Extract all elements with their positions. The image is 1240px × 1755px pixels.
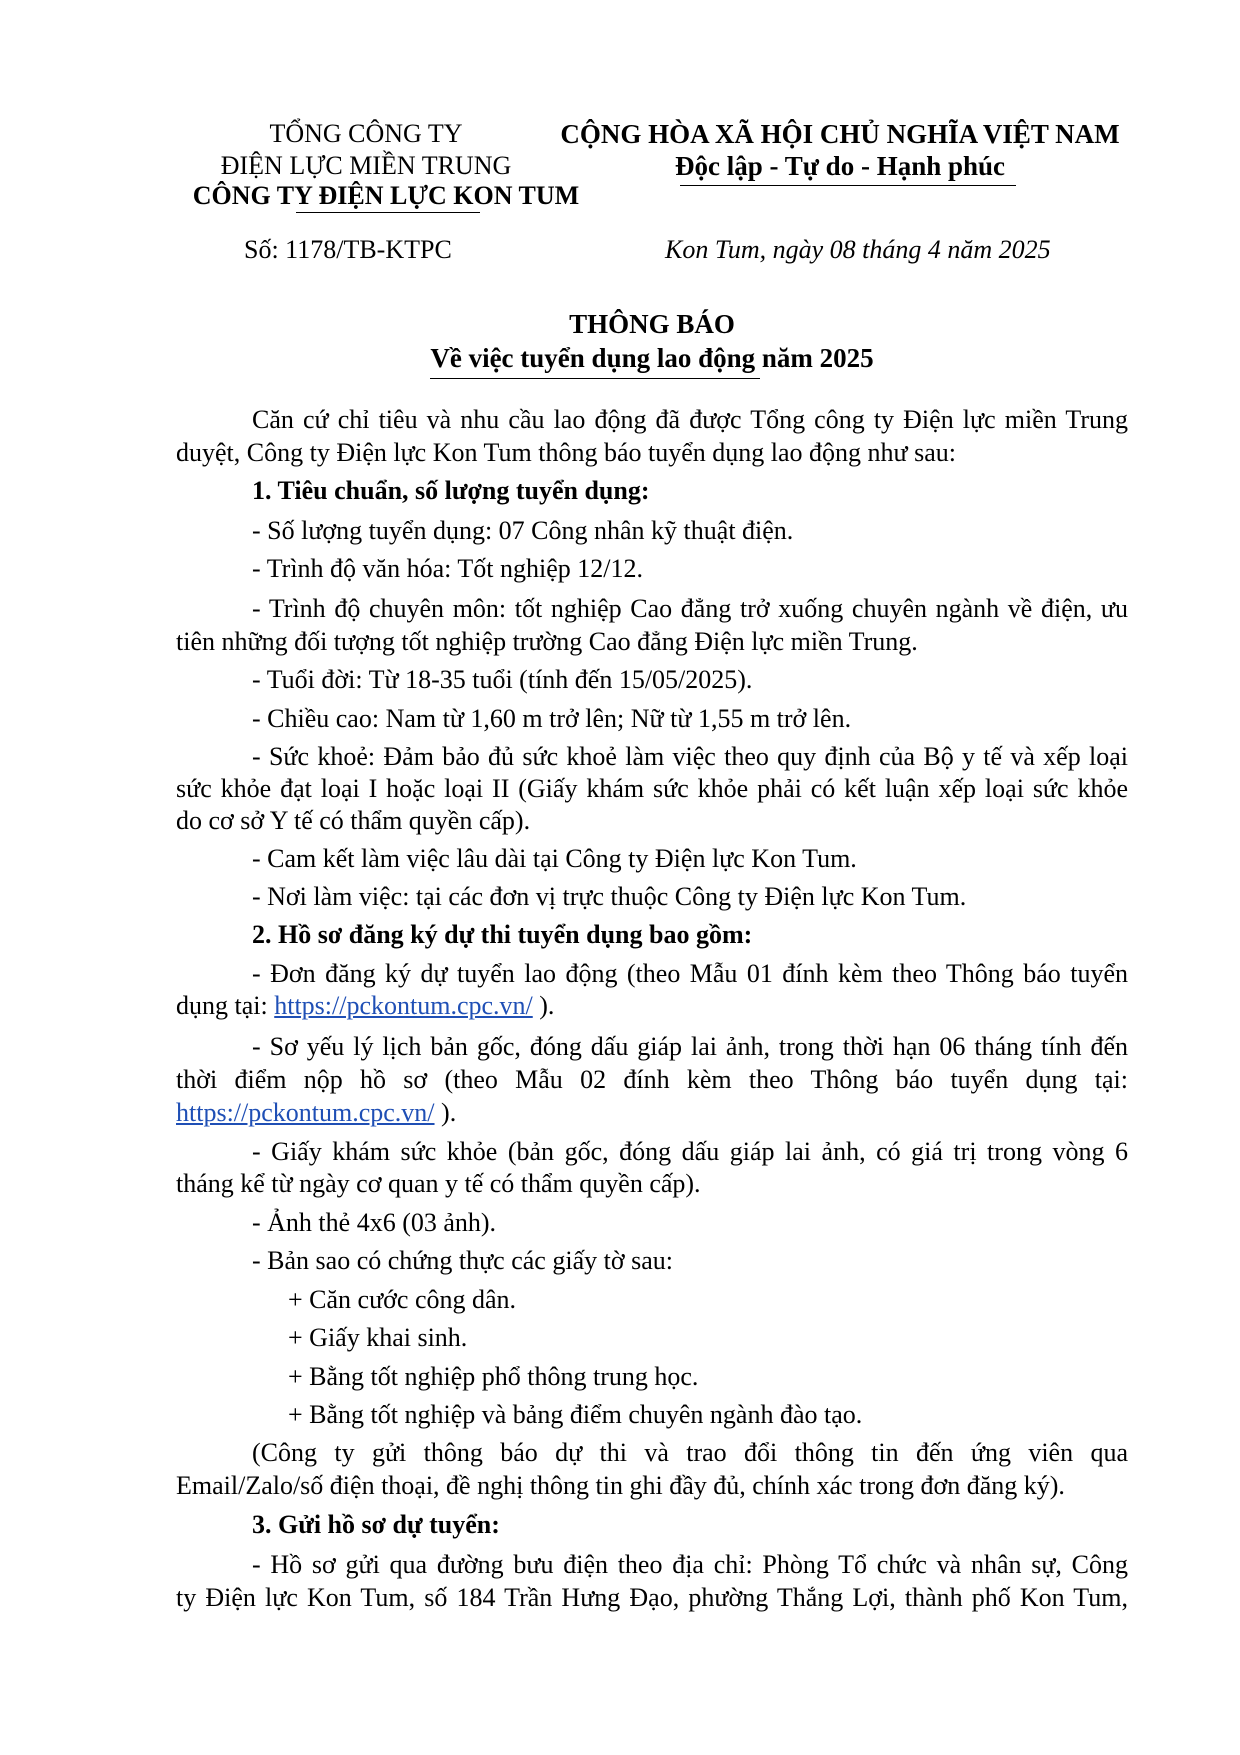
- s1-health-line-3: do cơ sở Y tế có thẩm quyền cấp).: [176, 806, 531, 835]
- s2-form-line-2: [176, 989, 1128, 1022]
- org-underline: [296, 212, 480, 213]
- s2-health-line-2: tháng kể từ ngày cơ quan y tế có thẩm quyền cấp).: [176, 1169, 701, 1198]
- s2-cv-suffix: ).: [434, 1098, 457, 1127]
- org-parent: TỔNG CÔNG TY: [269, 119, 463, 148]
- page-title: THÔNG BÁO: [569, 309, 735, 339]
- s1-major-line-1: - Trình độ chuyên môn: tốt nghiệp Cao đẳng trở xuống chuyên ngành về điện, ưu: [252, 594, 1128, 623]
- s1-height: - Chiều cao: Nam từ 1,60 m trở lên; Nữ từ 1,55 m trở lên.: [252, 704, 852, 733]
- s2-photo: - Ảnh thẻ 4x6 (03 ảnh).: [252, 1208, 497, 1237]
- s2-note-line-2: Email/Zalo/số điện thoại, đề nghị thông tin ghi đầy đủ, chính xác trong đơn đăng ký).: [176, 1471, 1065, 1500]
- s2-form-line-1: - Đơn đăng ký dự tuyển lao động (theo Mẫu 01 đính kèm theo Thông báo tuyển: [252, 959, 1128, 988]
- s1-health-line-1: - Sức khoẻ: Đảm bảo đủ sức khoẻ làm việc theo quy định của Bộ y tế và xếp loại: [252, 742, 1128, 771]
- s2-note-line-1: (Công ty gửi thông báo dự thi và trao đổi thông tin đến ứng viên qua: [252, 1438, 1128, 1467]
- pckontum-link[interactable]: https://pckontum.cpc.vn/: [274, 991, 533, 1020]
- org-parent-2: ĐIỆN LỰC MIỀN TRUNG: [220, 151, 512, 180]
- s1-education: - Trình độ văn hóa: Tốt nghiệp 12/12.: [252, 554, 643, 583]
- s2-copy-item: + Căn cước công dân.: [288, 1285, 517, 1314]
- s2-cv-line-1: - Sơ yếu lý lịch bản gốc, đóng dấu giáp lai ảnh, trong thời hạn 06 tháng tính đến: [252, 1032, 1128, 1061]
- s1-commitment: - Cam kết làm việc lâu dài tại Công ty Điện lực Kon Tum.: [252, 844, 857, 873]
- section-1-heading: 1. Tiêu chuẩn, số lượng tuyển dụng:: [252, 476, 650, 505]
- s2-cv-line-3: [176, 1096, 1128, 1129]
- s3-post-line-2: ty Điện lực Kon Tum, số 184 Trần Hưng Đạo, phường Thắng Lợi, thành phố Kon Tum,: [176, 1583, 1128, 1612]
- s2-copy-item: + Bằng tốt nghiệp và bảng điểm chuyên ngành đào tạo.: [288, 1400, 863, 1429]
- s1-quantity: - Số lượng tuyển dụng: 07 Công nhân kỹ thuật điện.: [252, 516, 794, 545]
- place-date: Kon Tum, ngày 08 tháng 4 năm 2025: [665, 235, 1051, 264]
- s2-cv-line-2: thời điểm nộp hồ sơ (theo Mẫu 02 đính kèm theo Thông báo tuyển dụng tại:: [176, 1065, 1128, 1094]
- s2-health-line-1: - Giấy khám sức khỏe (bản gốc, đóng dấu giáp lai ảnh, có giá trị trong vòng 6: [252, 1137, 1128, 1166]
- intro-line-2: duyệt, Công ty Điện lực Kon Tum thông báo tuyển dụng lao động như sau:: [176, 438, 956, 467]
- s3-post-line-1: - Hồ sơ gửi qua đường bưu điện theo địa chỉ: Phòng Tổ chức và nhân sự, Công: [252, 1550, 1128, 1579]
- nation-motto: Độc lập - Tự do - Hạnh phúc: [674, 151, 1006, 181]
- s2-form-prefix: dụng tại:: [176, 991, 275, 1020]
- document-number: Số: 1178/TB-KTPC: [244, 235, 452, 264]
- org-name: CÔNG TY ĐIỆN LỰC KON TUM: [192, 181, 580, 210]
- page-subtitle: Về việc tuyển dụng lao động năm 2025: [430, 343, 874, 373]
- s2-form-suffix: ).: [532, 991, 555, 1020]
- section-3-heading: 3. Gửi hồ sơ dự tuyển:: [252, 1510, 500, 1539]
- section-2-heading: 2. Hồ sơ đăng ký dự thi tuyển dụng bao gồm:: [252, 920, 753, 949]
- s1-age: - Tuổi đời: Từ 18-35 tuổi (tính đến 15/05/2025).: [252, 665, 753, 694]
- motto-underline: [680, 185, 1016, 186]
- nation-title: CỘNG HÒA XÃ HỘI CHỦ NGHĨA VIỆT NAM: [560, 119, 1120, 149]
- s1-health-line-2: sức khỏe đạt loại I hoặc loại II (Giấy khám sức khỏe phải có kết luận xếp loại sức khỏe: [176, 774, 1128, 803]
- subtitle-underline: [430, 378, 760, 379]
- intro-line-1: Căn cứ chỉ tiêu và nhu cầu lao động đã được Tổng công ty Điện lực miền Trung: [252, 405, 1128, 434]
- s1-major-line-2: tiên những đối tượng tốt nghiệp trường Cao đẳng Điện lực miền Trung.: [176, 627, 918, 656]
- s2-copies: - Bản sao có chứng thực các giấy tờ sau:: [252, 1246, 673, 1275]
- pckontum-link-2[interactable]: https://pckontum.cpc.vn/: [176, 1098, 435, 1127]
- s1-workplace: - Nơi làm việc: tại các đơn vị trực thuộc Công ty Điện lực Kon Tum.: [252, 882, 967, 911]
- s2-copy-item: + Giấy khai sinh.: [288, 1323, 468, 1352]
- s2-copy-item: + Bằng tốt nghiệp phổ thông trung học.: [288, 1362, 699, 1391]
